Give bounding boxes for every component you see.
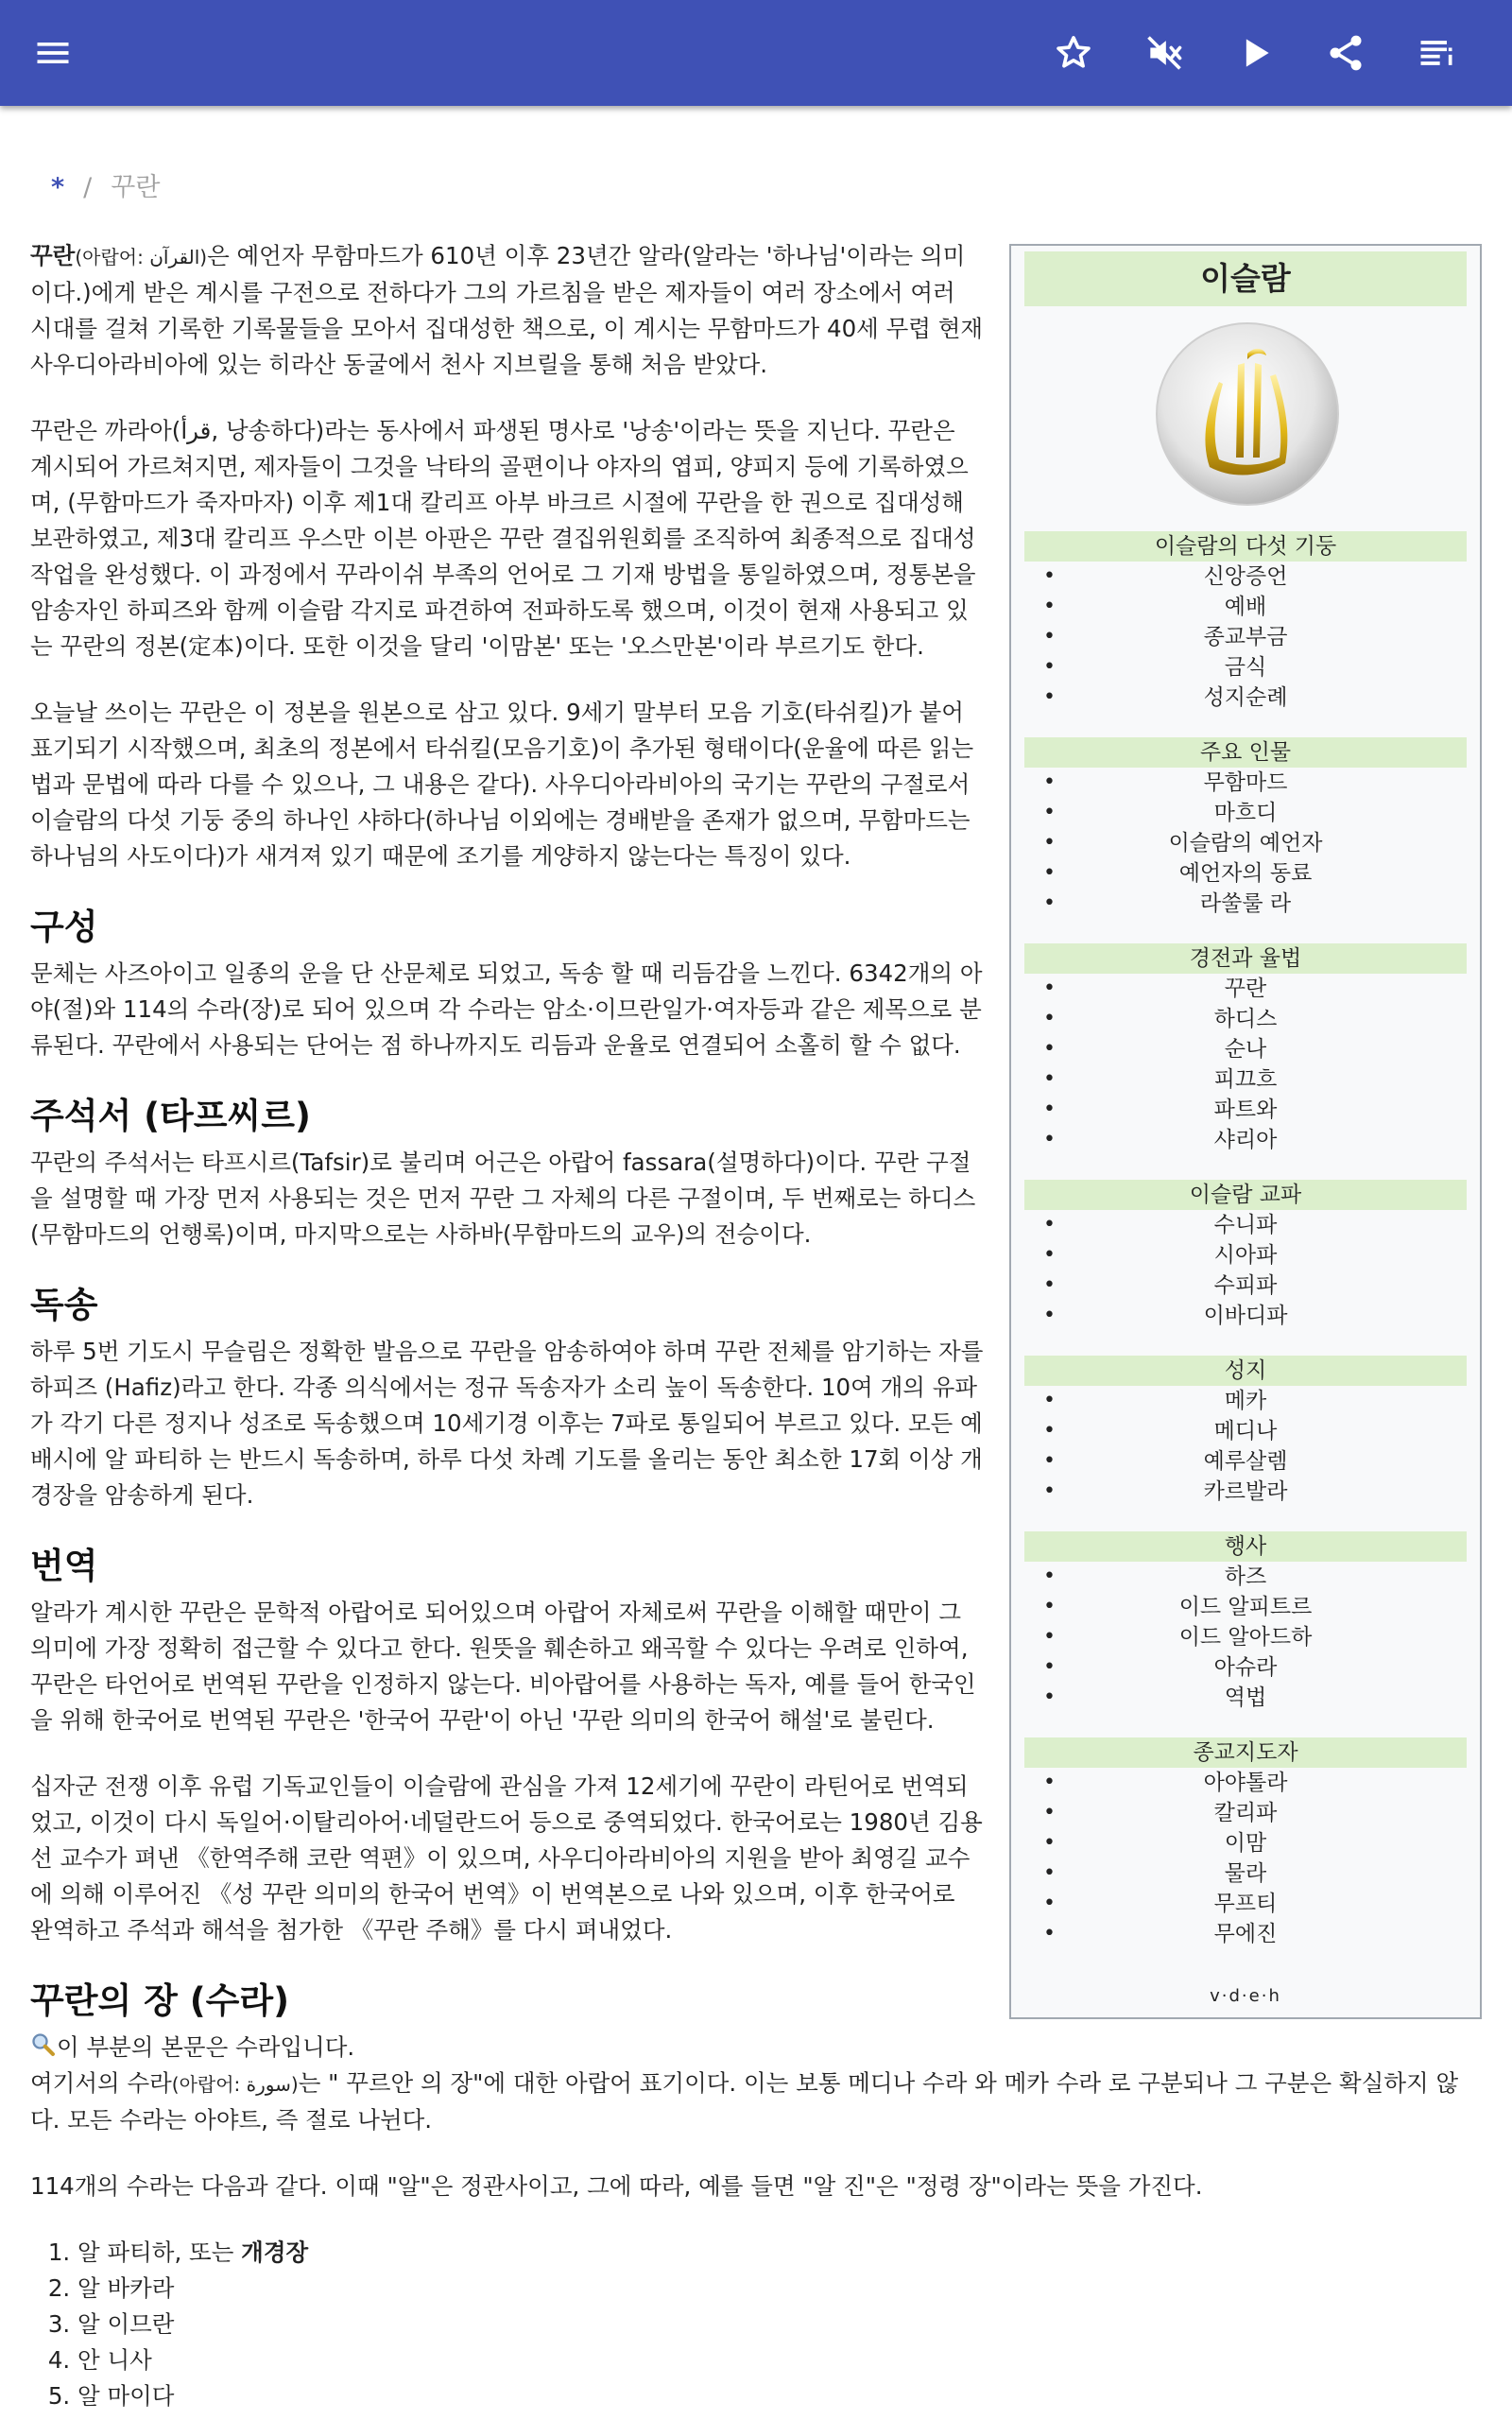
composition-paragraph: 문체는 사즈아이고 일종의 운을 단 산문체로 되었고, 독송 할 때 리듬감을 느낀다. 6342개의 아야(절)와 114의 수라(장)로 되어 있으며 각 수라는 암소·이므란일가·여자등과 같은 제목으로 분류된다. 꾸란에서 사용되는 단어는 점 하나까지도 리듬과 운율로 연결되어 소홀히 할 수 없다. <box>30 959 983 1059</box>
infobox-link[interactable]: • 아야톨라 <box>1024 1768 1467 1798</box>
heading-translation: 번역 <box>30 1546 98 1586</box>
infobox-link[interactable]: • 종교부금 <box>1024 622 1467 652</box>
surah-item: 1. 알 파티하, 또는 개경장 <box>77 2235 1472 2271</box>
infobox-link[interactable]: • 하즈 <box>1024 1562 1467 1592</box>
infobox-section-heading: 성지 <box>1024 1356 1467 1386</box>
translation-paragraph-2: 십자군 전쟁 이후 유럽 기독교인들이 이슬람에 관심을 가져 12세기에 꾸란이 라틴어로 번역되었고, 이것이 다시 독일어·이탈리아어·네덜란드어 등으로 중역되었다. 한국어로는 1980년 김용선 교수가 펴낸 《한역주해 코란 역편》이 있으며, 사우디아라비아의 지원을 받아 최영길 교수에 의해 이루어진 《성 꾸란 의미의 한국어 번역》이 번역본으로 나와 있으며, 이후 한국어로 완역하고 주석과 해석을 첨가한 《꾸란 주해》를 다시 펴내었다. <box>30 1772 983 1944</box>
infobox-link[interactable]: • 칼리파 <box>1024 1798 1467 1828</box>
infobox-link[interactable]: • 수니파 <box>1024 1210 1467 1240</box>
star-icon <box>1053 32 1094 74</box>
infobox-link[interactable]: • 신앙증언 <box>1024 562 1467 592</box>
infobox-section-heading: 주요 인물 <box>1024 737 1467 768</box>
allah-emblem-image <box>1153 316 1342 524</box>
intro-paragraph-1 <box>30 238 985 383</box>
volume-off-icon <box>1143 32 1185 74</box>
bookmark-button[interactable] <box>1038 17 1109 89</box>
infobox-link[interactable]: • 예루살렘 <box>1024 1446 1467 1477</box>
infobox-section-heading: 이슬람의 다섯 기둥 <box>1024 531 1467 562</box>
infobox-link[interactable]: • 샤리아 <box>1024 1125 1467 1155</box>
breadcrumb-separator: / <box>83 173 93 202</box>
intro-paragraph-3: 오늘날 쓰이는 꾸란은 이 정본을 원본으로 삼고 있다. 9세기 말부터 모음 기호(타쉬킬)가 붙어 표기되기 시작했으며, 최초의 정본에서 타쉬킬(모음기호)이 추가된 형태이다(운율에 따른 읽는 법과 문법에 따라 다를 수 있으나, 그 내용은 같다). 사우디아라비아의 국기는 꾸란의 구절로서 이슬람의 다섯 기둥 중의 하나인 샤하다(하나님 이외에는 경배받을 존재가 없으며, 무함마드는 하나님의 사도이다)가 새겨져 있기 때문에 조기를 게양하지 않는다는 특징이 있다. <box>30 699 974 870</box>
play-icon <box>1234 32 1276 74</box>
app-bar <box>0 0 1512 106</box>
infobox-link[interactable]: • 순나 <box>1024 1034 1467 1064</box>
surah-text-rest: 는 " 꾸르안 의 장"에 대한 아랍어 표기이다. 이는 보통 메디나 수라 와 메카 수라 로 구분되나 그 구분은 확실하지 않다. 모든 수라는 아야트, 즉 절로 나뉜다. <box>30 2069 1459 2134</box>
infobox-link[interactable]: • 피끄흐 <box>1024 1064 1467 1095</box>
infobox-title: 이슬람 <box>1024 251 1467 306</box>
infobox-islam <box>1009 244 1482 2019</box>
infobox-link[interactable]: • 시아파 <box>1024 1240 1467 1270</box>
infobox-section-heading: 행사 <box>1024 1531 1467 1562</box>
infobox-section-list <box>1024 562 1467 713</box>
breadcrumb <box>51 166 160 203</box>
infobox-link[interactable]: • 이맘 <box>1024 1828 1467 1858</box>
infobox-section-heading: 경전과 율법 <box>1024 943 1467 974</box>
infobox-link[interactable]: • 꾸란 <box>1024 974 1467 1004</box>
main-article-link[interactable]: 이 부분의 본문은 수라입니다. <box>57 2033 355 2061</box>
infobox-link[interactable]: • 카르발라 <box>1024 1477 1467 1507</box>
surah-list <box>30 2235 1472 2414</box>
article-term: 꾸란 <box>30 242 76 269</box>
infobox-link[interactable]: • 하디스 <box>1024 1004 1467 1034</box>
surah-item: 3. 알 이므란 <box>77 2307 1472 2342</box>
infobox-link[interactable]: • 수피파 <box>1024 1270 1467 1301</box>
infobox-link[interactable]: • 금식 <box>1024 652 1467 683</box>
infobox-link[interactable]: • 메카 <box>1024 1386 1467 1416</box>
share-button[interactable] <box>1310 17 1382 89</box>
menu-button[interactable] <box>17 17 89 89</box>
play-button[interactable] <box>1219 17 1291 89</box>
infobox-link[interactable]: • 이슬람의 예언자 <box>1024 828 1467 858</box>
translation-paragraph-1: 알라가 계시한 꾸란은 문학적 아랍어로 되어있으며 아랍어 자체로써 꾸란을 이해할 때만이 그 의미에 가장 정확히 접근할 수 있다고 한다. 원뜻을 훼손하고 왜곡할 수 있다는 우려로 인하여, 꾸란은 타언어로 번역된 꾸란을 인정하지 않는다. 비아랍어를 사용하는 독자, 예를 들어 한국인을 위해 한국어로 번역된 꾸란은 '한국어 꾸란'이 아닌 '꾸란 의미의 한국어 해설'로 불린다. <box>30 1599 976 1734</box>
infobox-section-list <box>1024 974 1467 1155</box>
infobox-link[interactable]: • 라쑬룰 라 <box>1024 889 1467 919</box>
contents-button[interactable] <box>1400 17 1472 89</box>
infobox-link[interactable]: • 무프티 <box>1024 1889 1467 1919</box>
surah-arabic: (아랍어: سورة) <box>171 2073 299 2096</box>
magnifier-icon <box>30 2031 57 2058</box>
infobox-section-list <box>1024 768 1467 919</box>
infobox-link[interactable]: • 파트와 <box>1024 1095 1467 1125</box>
breadcrumb-home[interactable]: * <box>51 173 65 202</box>
main-article-note <box>30 2030 1472 2066</box>
surah-paragraph-1 <box>30 2066 1472 2138</box>
menu-icon <box>32 32 74 74</box>
surah-item: 2. 알 바카라 <box>77 2271 1472 2307</box>
infobox-section-list <box>1024 1768 1467 1949</box>
tafsir-paragraph: 꾸란의 주석서는 타프시르(Tafsir)로 불리며 어근은 아랍어 fassara(설명하다)이다. 꾸란 구절을 설명할 때 가장 먼저 사용되는 것은 먼저 꾸란 그 자체의 다른 구절이며, 두 번째로는 하디스(무함마드의 언행록)이며, 마지막으로는 사하바(무함마드의 교우)의 전승이다. <box>30 1149 976 1248</box>
infobox-section-heading: 이슬람 교파 <box>1024 1180 1467 1210</box>
mute-button[interactable] <box>1128 17 1200 89</box>
intro-text: 은 예언자 무함마드가 610년 이후 23년간 알라(알라는 '하나님'이라는 의미이다.)에게 받은 계시를 구전으로 전하다가 그의 가르침을 받은 제자들이 여러 장소에서 여러 시대를 걸쳐 기록한 기록물들을 모아서 집대성한 책으로, 이 계시는 무함마드가 40세 무렵 현재 사우디아라비아에 있는 히라산 동굴에서 천사 지브릴을 통해 처음 받았다. <box>30 242 984 378</box>
intro-paragraph-2: 꾸란은 까라아(قرأ, 낭송하다)라는 동사에서 파생된 명사로 '낭송'이라는 뜻을 지닌다. 꾸란은 계시되어 가르쳐지면, 제자들이 그것을 낙타의 골편이나 야자의 엽피, 양피지 등에 기록하였으며, (무함마드가 죽자마자) 이후 제1대 칼리프 아부 바크르 시절에 꾸란을 한 권으로 집대성해 보관하였고, 제3대 칼리프 우스만 이븐 아판은 꾸란 결집위원회를 조직하여 최종적으로 집대성 작업을 완성했다. 이 과정에서 꾸라이쉬 부족의 언어로 그 기재 방법을 통일하였으며, 정통본을 암송자인 하피즈와 함께 이슬람 각지로 파견하여 전파하도록 했으며, 이것이 현재 사용되고 있는 꾸란의 정본(定本)이다. 또한 이것을 달리 '이맘본' 또는 '오스만본'이라 부르기도 한다. <box>30 417 976 660</box>
infobox-link[interactable]: • 마흐디 <box>1024 798 1467 828</box>
playlist-icon <box>1416 32 1457 74</box>
recitation-paragraph: 하루 5번 기도시 무슬림은 정확한 발음으로 꾸란을 암송하여야 하며 꾸란 전체를 암기하는 자를 하피즈 (Hafiz)라고 한다. 각종 의식에서는 정규 독송자가 소리 높이 독송한다. 10여 개의 유파가 각기 다른 정지나 성조로 독송했으며 10세기경 이후는 7파로 통일되어 부르고 있다. 모든 예배시에 알 파티하 는 반드시 독송하며, 하루 다섯 차례 기도를 올리는 동안 최소한 17회 이상 개경장을 암송하게 된다. <box>30 1338 984 1509</box>
breadcrumb-current: 꾸란 <box>111 173 161 202</box>
infobox-section-list <box>1024 1210 1467 1331</box>
infobox-link[interactable]: • 무함마드 <box>1024 768 1467 798</box>
infobox-link[interactable]: • 아슈라 <box>1024 1652 1467 1683</box>
infobox-link[interactable]: • 물라 <box>1024 1858 1467 1889</box>
share-icon <box>1325 32 1366 74</box>
infobox-link[interactable]: • 역법 <box>1024 1683 1467 1713</box>
heading-surah: 꾸란의 장 (수라) <box>30 1980 290 2021</box>
infobox-link[interactable]: • 이드 알피트르 <box>1024 1592 1467 1622</box>
surah-item: 5. 알 마이다 <box>77 2378 1472 2414</box>
surah-text-start: 여기서의 수라 <box>30 2069 172 2097</box>
surah-paragraph-2: 114개의 수라는 다음과 같다. 이때 "알"은 정관사이고, 그에 따라, 예를 들면 "알 진"은 "정령 장"이라는 뜻을 가진다. <box>30 2172 1203 2200</box>
navbox-links[interactable]: v·d·e·h <box>1210 1986 1281 2006</box>
infobox-section-list <box>1024 1386 1467 1507</box>
surah-item: 4. 안 니사 <box>77 2342 1472 2378</box>
infobox-link[interactable]: • 예배 <box>1024 592 1467 622</box>
heading-tafsir: 주석서 (타프씨르) <box>30 1096 311 1136</box>
infobox-link[interactable]: • 메디나 <box>1024 1416 1467 1446</box>
infobox-link[interactable]: • 무에진 <box>1024 1919 1467 1949</box>
infobox-link[interactable]: • 이드 알아드하 <box>1024 1622 1467 1652</box>
heading-composition: 구성 <box>30 907 98 947</box>
arabic-name: (아랍어: القرآن) <box>75 246 208 268</box>
infobox-section-list <box>1024 1562 1467 1713</box>
infobox-section-heading: 종교지도자 <box>1024 1737 1467 1768</box>
infobox-link[interactable]: • 이바디파 <box>1024 1301 1467 1331</box>
heading-recitation: 독송 <box>30 1285 98 1325</box>
infobox-link[interactable]: • 예언자의 동료 <box>1024 858 1467 889</box>
infobox-link[interactable]: • 성지순례 <box>1024 683 1467 713</box>
